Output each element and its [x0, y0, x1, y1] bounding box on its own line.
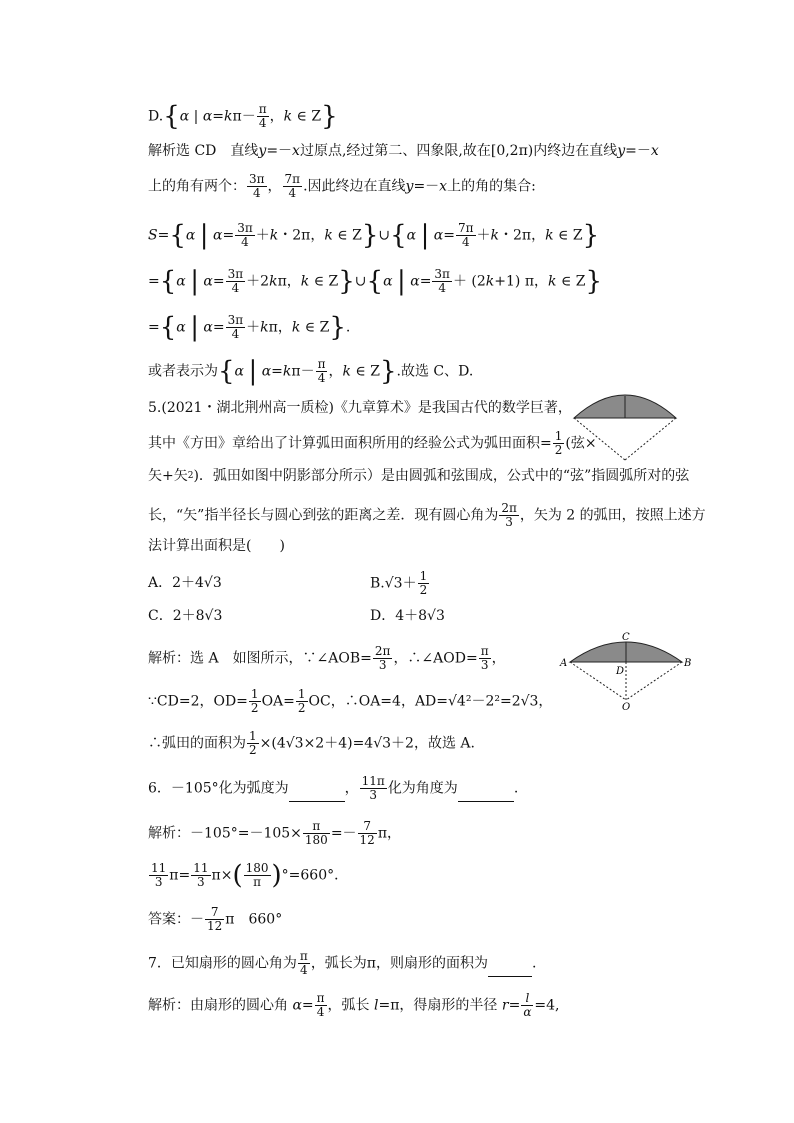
q7-solution: 解析：由扇形的圆心角 α= $\frac{\pi}{4}$ ，弧长 l=π，得扇形的半径 r= $\frac{l}{\alpha}$ =4,	[148, 991, 560, 1019]
solution4-line1: 解析选 CD 直线y=－x过原点,经过第二、四象限,故在[0,2π)内终边在直线y=－x	[148, 143, 659, 159]
q5-line3: 矢+矢$^2$)．弧田如图中阴影部分所示）是由圆弧和弦围成，公式中的“弦”指圆弧所对的弦	[148, 468, 690, 484]
q5-solution-line2: ∵CD=2，OD= $\frac{1}{2}$ OA= $\frac{1}{2}$ OC，∴OA=4，AD=√4²－2²=2√3，	[148, 687, 553, 715]
label-o: O	[622, 702, 631, 713]
q5-line2: 其中《方田》章给出了计算弧田面积所用的经验公式为弧田面积= $\frac{1}{2}$ (弦×	[148, 429, 597, 457]
label-d: D	[616, 666, 625, 677]
prev-option-d: D.{α | α=kπ－ $\frac{\pi}{4}$ ，k ∈ Z}	[148, 101, 338, 132]
q5-option-c: C．2＋8√3	[148, 608, 223, 624]
set-line2: ={α | α= $\frac{3\pi}{4}$ ＋2kπ，k ∈ Z}∪{α | α= $\frac{3\pi}{4}$ ＋ (2k+1) π，k ∈ Z}	[148, 266, 603, 297]
segment-ob	[626, 662, 682, 700]
q5-solution-line1: 解析：选 A 如图所示，∵∠AOB= $\frac{2\pi}{3}$ ，∴∠AOD= $\frac{\pi}{3}$ ，	[148, 644, 506, 672]
q5-option-a: A．2＋4√3	[148, 575, 222, 591]
q6-answer: 答案：－ $\frac{7}{12}$ π 660°	[148, 905, 283, 933]
q5-line5: 法计算出面积是( )	[148, 538, 285, 554]
label-a: A	[560, 658, 568, 669]
q6-question: 6．－105°化为弧度为 ， $\frac{11\pi}{3}$ 化为角度为 .	[148, 774, 519, 802]
set-line1: S={α | α= $\frac{3\pi}{4}$ ＋k・2π，k ∈ Z}∪{α | α= $\frac{7\pi}{4}$ ＋k・2π，k ∈ Z}	[148, 220, 600, 251]
radius-left	[574, 418, 625, 460]
q5-solution-line3: ∴弧田的面积为 $\frac{1}{2}$ ×(4√3×2＋4)=4√3＋2，故选 A.	[148, 729, 475, 757]
radius-right	[625, 418, 676, 460]
set-line3: ={α | α= $\frac{3\pi}{4}$ ＋kπ，k ∈ Z}.	[148, 312, 351, 343]
q7-blank[interactable]	[488, 962, 532, 977]
q5-option-b: B.√3＋ $\frac{1}{2}$	[370, 569, 428, 597]
solution4-line2: 上的角有两个： $\frac{3\pi}{4}$ ， $\frac{7\pi}{4}$ .因此终边在直线y=－x上的角的集合:	[148, 172, 536, 200]
q5-line1: 5.(2021・湖北荆州高一质检)《九章算术》是我国古代的数学巨著，	[148, 400, 572, 416]
label-c: C	[622, 632, 630, 643]
q6-solution-line1: 解析：－105°=－105× $\frac{\pi}{180}$ =－ $\frac{7}{12}$ π，	[148, 819, 402, 847]
q6-blank-1[interactable]	[289, 787, 345, 802]
set-line4: 或者表示为{α | α=kπ－ $\frac{\pi}{4}$ ，k ∈ Z}.故选 C、D.	[148, 356, 474, 387]
q7-question: 7．已知扇形的圆心角为 $\frac{\pi}{4}$ ，弧长为π，则扇形的面积为 .	[148, 949, 537, 977]
arc-field-figure-2	[560, 632, 690, 712]
q6-blank-2[interactable]	[458, 787, 514, 802]
label-b: B	[684, 658, 692, 669]
q5-option-d: D．4＋8√3	[370, 608, 445, 624]
arc-field-figure-1	[570, 388, 680, 464]
q6-solution-line2: $\frac{11}{3}$ π= $\frac{11}{3}$ π×( $\frac{180}{\pi}$ )°=660°．	[151, 860, 349, 891]
q5-line4: 长，“矢”指半径长与圆心到弦的距离之差．现有圆心角为 $\frac{2\pi}{3}$ ，矢为 2 的弧田，按照上述方	[148, 501, 706, 529]
